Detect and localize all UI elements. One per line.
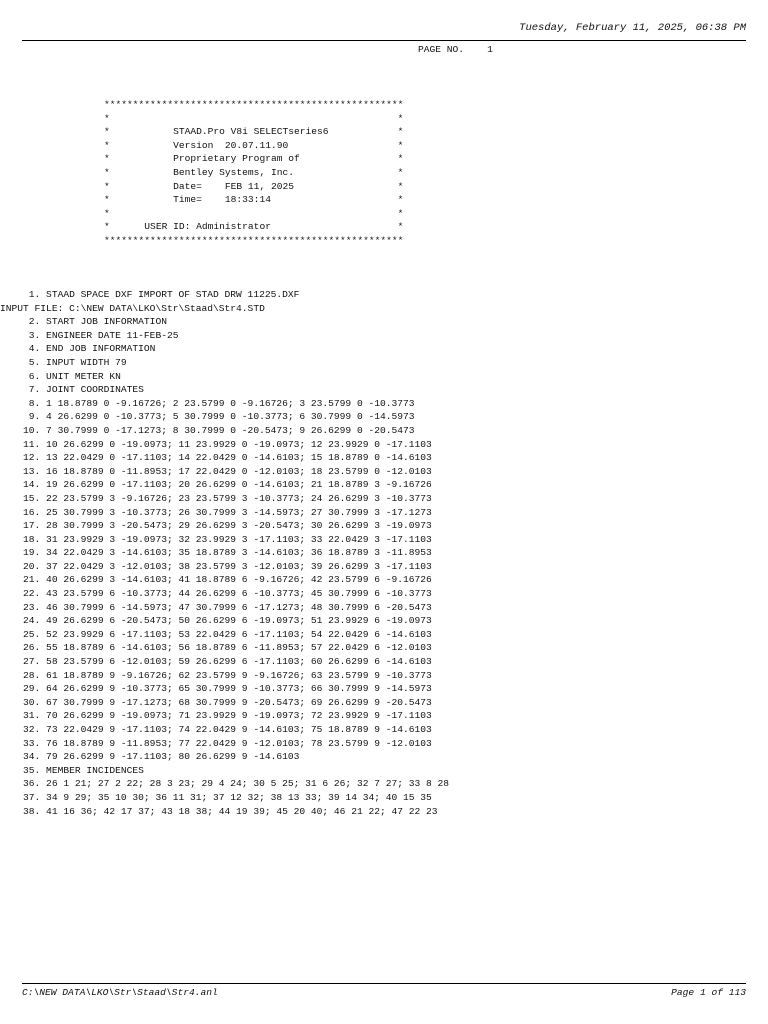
listing-line: 26. 55 18.8789 6 -14.6103; 56 18.8789 6 -11.8953; 57 22.0429 6 -12.0103 [0, 642, 432, 654]
listing-line: INPUT FILE: C:\NEW DATA\LKO\Str\Staad\Str4.STD [0, 302, 265, 314]
footer-page-count: Page 1 of 113 [671, 987, 746, 998]
listing-line: 4. END JOB INFORMATION [0, 343, 156, 355]
listing-line: 25. 52 23.9929 6 -17.1103; 53 22.0429 6 -17.1103; 54 22.0429 6 -14.6103 [0, 628, 432, 640]
listing-line: 34. 79 26.6299 9 -17.1103; 80 26.6299 9 -14.6103 [0, 751, 300, 763]
listing-line: 2. START JOB INFORMATION [0, 316, 167, 328]
listing-line: 38. 41 16 36; 42 17 37; 43 18 38; 44 19 39; 45 20 40; 46 21 22; 47 22 23 [0, 805, 438, 817]
banner-line: **************************************************** [104, 234, 404, 246]
banner-line: * * [104, 207, 404, 219]
banner-line: * Time= 18:33:14 * [104, 194, 404, 206]
listing-line: 10. 7 30.7999 0 -17.1273; 8 30.7999 0 -20.5473; 9 26.6299 0 -20.5473 [0, 424, 415, 436]
listing-line: 7. JOINT COORDINATES [0, 384, 144, 396]
listing-line: 15. 22 23.5799 3 -9.16726; 23 23.5799 3 -10.3773; 24 26.6299 3 -10.3773 [0, 492, 432, 504]
input-listing [0, 288, 768, 818]
banner-line: * USER ID: Administrator * [104, 221, 404, 233]
listing-line: 22. 43 23.5799 6 -10.3773; 44 26.6299 6 -10.3773; 45 30.7999 6 -10.3773 [0, 588, 432, 600]
listing-line: 29. 64 26.6299 9 -10.3773; 65 30.7999 9 -10.3773; 66 30.7999 9 -14.5973 [0, 683, 432, 695]
footer-file-path: C:\NEW DATA\LKO\Str\Staad\Str4.anl [22, 987, 218, 998]
report-datetime: Tuesday, February 11, 2025, 06:38 PM [519, 22, 746, 34]
banner-line: * Version 20.07.11.90 * [104, 139, 404, 151]
listing-line: 16. 25 30.7999 3 -10.3773; 26 30.7999 3 -14.5973; 27 30.7999 3 -17.1273 [0, 506, 432, 518]
listing-line: 31. 70 26.6299 9 -19.0973; 71 23.9929 9 -19.0973; 72 23.9929 9 -17.1103 [0, 710, 432, 722]
listing-line: 32. 73 22.0429 9 -17.1103; 74 22.0429 9 -14.6103; 75 18.8789 9 -14.6103 [0, 724, 432, 735]
page-number: PAGE NO. 1 [418, 44, 493, 55]
listing-line: 8. 1 18.8789 0 -9.16726; 2 23.5799 0 -9.16726; 3 23.5799 0 -10.3773 [0, 397, 415, 409]
listing-line: 35. MEMBER INCIDENCES [0, 764, 144, 776]
listing-line: 3. ENGINEER DATE 11-FEB-25 [0, 329, 179, 341]
listing-line: 36. 26 1 21; 27 2 22; 28 3 23; 29 4 24; 30 5 25; 31 6 26; 32 7 27; 33 8 28 [0, 778, 450, 790]
banner-line: * Date= FEB 11, 2025 * [104, 180, 404, 192]
listing-line: 17. 28 30.7999 3 -20.5473; 29 26.6299 3 -20.5473; 30 26.6299 3 -19.0973 [0, 520, 432, 532]
banner-line: * STAAD.Pro V8i SELECTseries6 * [104, 126, 404, 138]
listing-line: 21. 40 26.6299 3 -14.6103; 41 18.8789 6 -9.16726; 42 23.5799 6 -9.16726 [0, 574, 432, 586]
listing-line: 1. STAAD SPACE DXF IMPORT OF STAD DRW 11225.DXF [0, 289, 300, 300]
listing-line: 33. 76 18.8789 9 -11.8953; 77 22.0429 9 -12.0103; 78 23.5799 9 -12.0103 [0, 737, 432, 749]
listing-line: 12. 13 22.0429 0 -17.1103; 14 22.0429 0 -14.6103; 15 18.8789 0 -14.6103 [0, 452, 432, 464]
listing-line: 19. 34 22.0429 3 -14.6103; 35 18.8789 3 -14.6103; 36 18.8789 3 -11.8953 [0, 547, 432, 559]
listing-line: 13. 16 18.8789 0 -11.8953; 17 22.0429 0 -12.0103; 18 23.5799 0 -12.0103 [0, 465, 432, 477]
banner-line: * * [104, 112, 404, 124]
listing-line: 30. 67 30.7999 9 -17.1273; 68 30.7999 9 -20.5473; 69 26.6299 9 -20.5473 [0, 696, 432, 708]
banner-line: **************************************************** [104, 99, 404, 110]
listing-line: 37. 34 9 29; 35 10 30; 36 11 31; 37 12 32; 38 13 33; 39 14 34; 40 15 35 [0, 791, 432, 803]
listing-line: 11. 10 26.6299 0 -19.0973; 11 23.9929 0 -19.0973; 12 23.9929 0 -17.1103 [0, 438, 432, 450]
footer-rule [22, 983, 746, 984]
header-rule [22, 40, 746, 41]
listing-line: 9. 4 26.6299 0 -10.3773; 5 30.7999 0 -10.3773; 6 30.7999 0 -14.5973 [0, 411, 415, 423]
listing-line: 5. INPUT WIDTH 79 [0, 356, 127, 368]
listing-line: 24. 49 26.6299 6 -20.5473; 50 26.6299 6 -19.0973; 51 23.9929 6 -19.0973 [0, 615, 432, 627]
listing-line: 18. 31 23.9929 3 -19.0973; 32 23.9929 3 -17.1103; 33 22.0429 3 -17.1103 [0, 533, 432, 545]
program-banner [104, 98, 403, 248]
listing-line: 20. 37 22.0429 3 -12.0103; 38 23.5799 3 -12.0103; 39 26.6299 3 -17.1103 [0, 560, 432, 572]
banner-line: * Proprietary Program of * [104, 153, 404, 165]
banner-line: * Bentley Systems, Inc. * [104, 166, 404, 178]
listing-line: 23. 46 30.7999 6 -14.5973; 47 30.7999 6 -17.1273; 48 30.7999 6 -20.5473 [0, 601, 432, 613]
listing-line: 6. UNIT METER KN [0, 370, 121, 382]
listing-line: 14. 19 26.6299 0 -17.1103; 20 26.6299 0 -14.6103; 21 18.8789 3 -9.16726 [0, 479, 432, 491]
listing-line: 27. 58 23.5799 6 -12.0103; 59 26.6299 6 -17.1103; 60 26.6299 6 -14.6103 [0, 656, 432, 668]
listing-line: 28. 61 18.8789 9 -9.16726; 62 23.5799 9 -9.16726; 63 23.5799 9 -10.3773 [0, 669, 432, 681]
